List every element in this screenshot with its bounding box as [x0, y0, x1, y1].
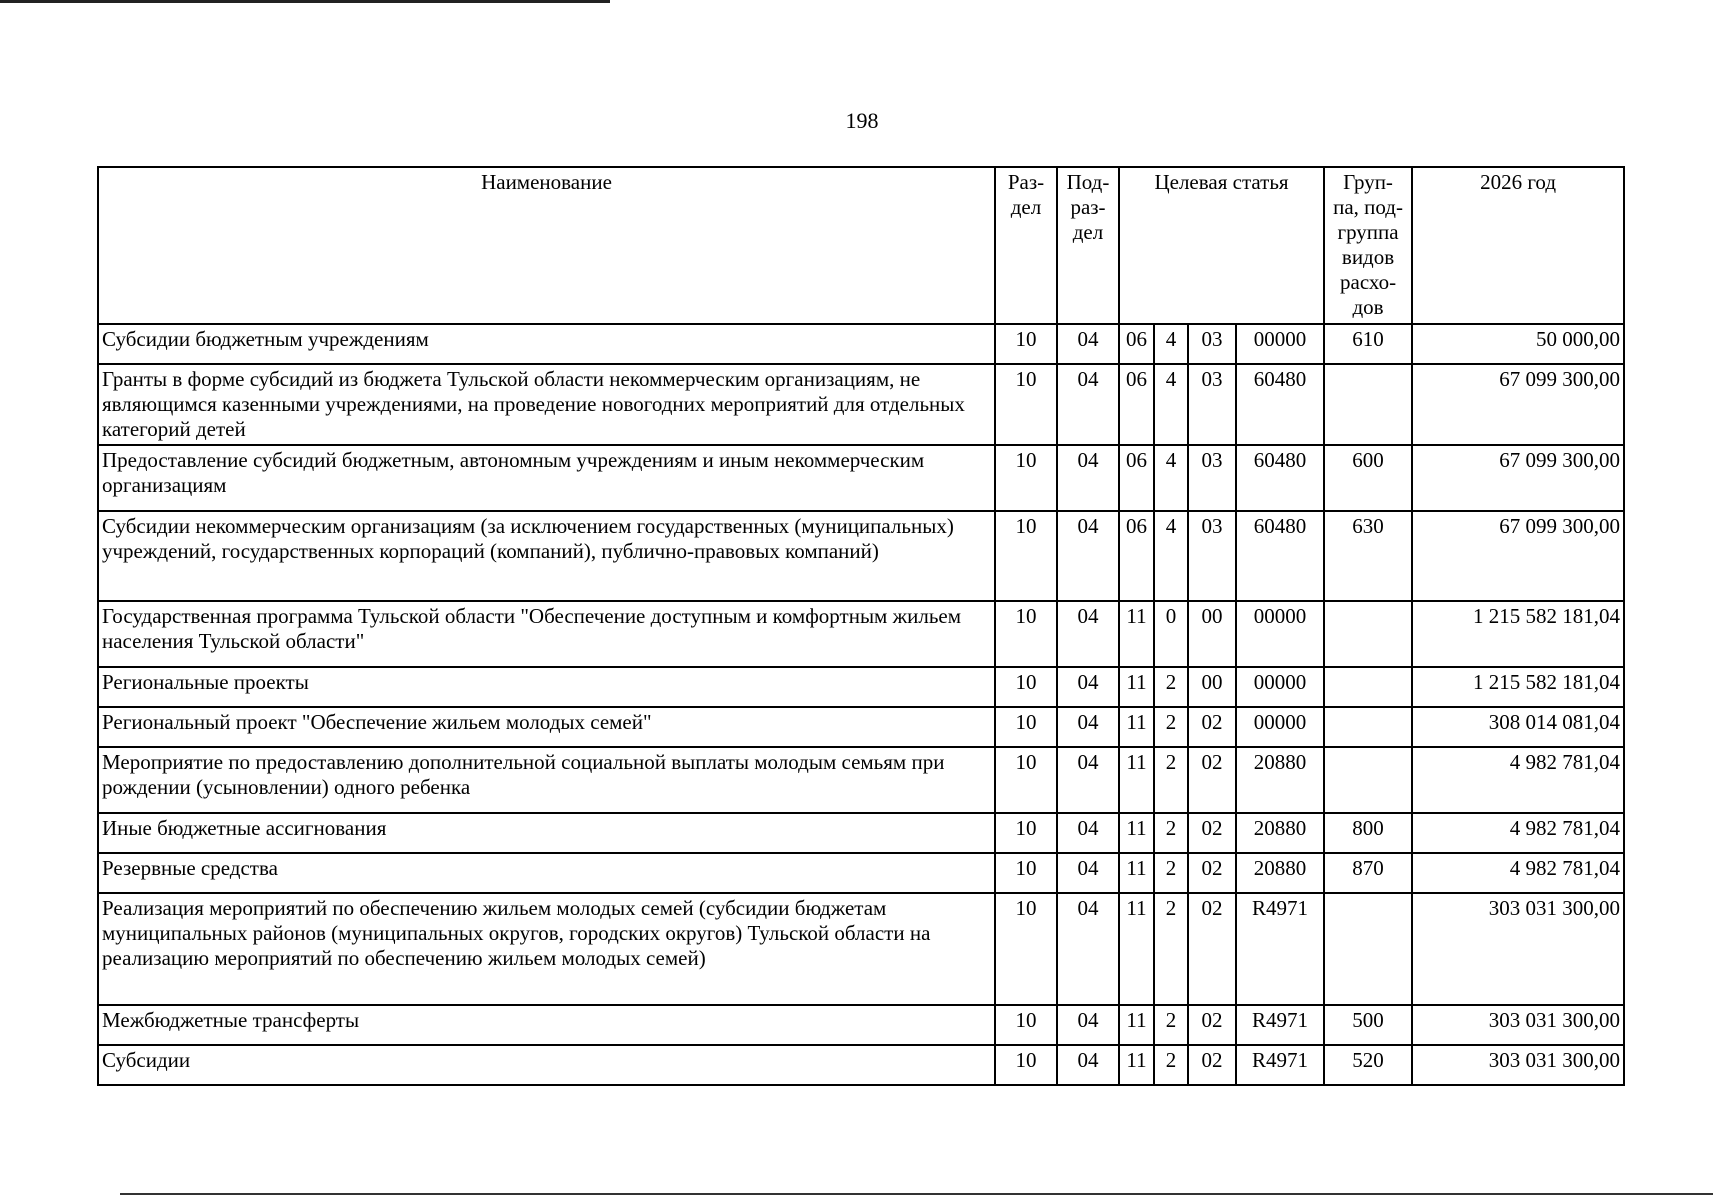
row-amount: 4 982 781,04 [1412, 853, 1624, 893]
row-target-program: 06 [1119, 324, 1154, 364]
row-subsection: 04 [1057, 601, 1119, 667]
row-target-type: 4 [1154, 364, 1188, 445]
row-target-direction: 60480 [1236, 511, 1324, 601]
row-amount: 303 031 300,00 [1412, 893, 1624, 1005]
row-target-subprogram: 03 [1188, 364, 1236, 445]
header-subsection: Под- раз- дел [1057, 167, 1119, 324]
table-row [98, 747, 1624, 813]
row-target-subprogram: 02 [1188, 747, 1236, 813]
table-row [98, 364, 1624, 445]
row-subsection: 04 [1057, 707, 1119, 747]
row-section: 10 [995, 893, 1057, 1005]
row-target-program: 06 [1119, 445, 1154, 511]
row-target-program: 11 [1119, 707, 1154, 747]
row-amount: 303 031 300,00 [1412, 1045, 1624, 1085]
row-section: 10 [995, 707, 1057, 747]
row-amount: 50 000,00 [1412, 324, 1624, 364]
table-row [98, 324, 1624, 364]
row-name: Субсидии некоммерческим организациям (за исключением государственных (муниципальных) учреждений, государственных корпораций (компаний), публично-правовых компаний) [98, 511, 995, 601]
row-amount: 1 215 582 181,04 [1412, 667, 1624, 707]
row-target-program: 11 [1119, 1005, 1154, 1045]
row-name: Резервные средства [98, 853, 995, 893]
row-subsection: 04 [1057, 813, 1119, 853]
row-section: 10 [995, 1045, 1057, 1085]
row-expense-group: 500 [1324, 1005, 1412, 1045]
row-target-subprogram: 02 [1188, 893, 1236, 1005]
row-name: Предоставление субсидий бюджетным, автономным учреждениям и иным некоммерческим организациям [98, 445, 995, 511]
row-target-subprogram: 02 [1188, 813, 1236, 853]
row-target-direction: 60480 [1236, 445, 1324, 511]
row-target-subprogram: 02 [1188, 1005, 1236, 1045]
scan-edge-top [0, 0, 610, 3]
row-target-subprogram: 03 [1188, 511, 1236, 601]
row-target-program: 06 [1119, 511, 1154, 601]
row-target-direction: 20880 [1236, 747, 1324, 813]
row-amount: 1 215 582 181,04 [1412, 601, 1624, 667]
row-target-type: 2 [1154, 1005, 1188, 1045]
row-target-direction: R4971 [1236, 893, 1324, 1005]
header-year: 2026 год [1412, 167, 1624, 324]
row-section: 10 [995, 853, 1057, 893]
row-amount: 67 099 300,00 [1412, 511, 1624, 601]
table-row [98, 667, 1624, 707]
row-target-type: 2 [1154, 667, 1188, 707]
table-row [98, 445, 1624, 511]
row-amount: 308 014 081,04 [1412, 707, 1624, 747]
row-target-direction: 20880 [1236, 813, 1324, 853]
row-section: 10 [995, 364, 1057, 445]
table-row [98, 601, 1624, 667]
row-subsection: 04 [1057, 364, 1119, 445]
row-subsection: 04 [1057, 747, 1119, 813]
page-number: 198 [845, 108, 879, 133]
row-expense-group: 600 [1324, 445, 1412, 511]
header-expense-group: Груп- па, под- группа видов расхо- дов [1324, 167, 1412, 324]
row-target-type: 4 [1154, 445, 1188, 511]
row-name: Мероприятие по предоставлению дополнительной социальной выплаты молодым семьям при рождении (усыновлении) одного ребенка [98, 747, 995, 813]
row-target-type: 0 [1154, 601, 1188, 667]
row-expense-group [1324, 707, 1412, 747]
row-target-type: 2 [1154, 853, 1188, 893]
row-target-type: 2 [1154, 1045, 1188, 1085]
table-header-row [98, 167, 1624, 324]
row-name: Гранты в форме субсидий из бюджета Тульской области некоммерческим организациям, не являющимся казенными учреждениями, на проведение новогодних мероприятий для отдельных категорий детей [98, 364, 995, 445]
table-row [98, 893, 1624, 1005]
row-target-direction: 00000 [1236, 667, 1324, 707]
row-name: Межбюджетные трансферты [98, 1005, 995, 1045]
row-target-program: 06 [1119, 364, 1154, 445]
row-target-direction: 20880 [1236, 853, 1324, 893]
row-target-subprogram: 00 [1188, 667, 1236, 707]
row-target-type: 2 [1154, 747, 1188, 813]
row-subsection: 04 [1057, 893, 1119, 1005]
row-section: 10 [995, 601, 1057, 667]
row-section: 10 [995, 445, 1057, 511]
row-target-program: 11 [1119, 747, 1154, 813]
row-target-type: 2 [1154, 893, 1188, 1005]
row-target-subprogram: 03 [1188, 324, 1236, 364]
row-name: Региональный проект "Обеспечение жильем молодых семей" [98, 707, 995, 747]
row-subsection: 04 [1057, 511, 1119, 601]
table-row [98, 511, 1624, 601]
row-target-direction: 00000 [1236, 324, 1324, 364]
row-name: Региональные проекты [98, 667, 995, 707]
row-target-type: 2 [1154, 813, 1188, 853]
row-target-subprogram: 02 [1188, 707, 1236, 747]
row-subsection: 04 [1057, 445, 1119, 511]
row-target-direction: R4971 [1236, 1045, 1324, 1085]
row-target-type: 4 [1154, 324, 1188, 364]
row-subsection: 04 [1057, 1005, 1119, 1045]
header-section: Раз- дел [995, 167, 1057, 324]
row-subsection: 04 [1057, 853, 1119, 893]
row-target-program: 11 [1119, 813, 1154, 853]
row-target-direction: 60480 [1236, 364, 1324, 445]
row-target-direction: 00000 [1236, 601, 1324, 667]
row-target-subprogram: 02 [1188, 853, 1236, 893]
row-subsection: 04 [1057, 667, 1119, 707]
row-expense-group [1324, 667, 1412, 707]
row-amount: 303 031 300,00 [1412, 1005, 1624, 1045]
row-expense-group [1324, 893, 1412, 1005]
row-name: Субсидии бюджетным учреждениям [98, 324, 995, 364]
row-expense-group [1324, 747, 1412, 813]
scan-edge-bottom [120, 1193, 1713, 1195]
row-expense-group: 610 [1324, 324, 1412, 364]
header-target-article: Целевая статья [1119, 167, 1324, 324]
row-expense-group [1324, 601, 1412, 667]
row-target-subprogram: 02 [1188, 1045, 1236, 1085]
row-section: 10 [995, 1005, 1057, 1045]
row-amount: 67 099 300,00 [1412, 445, 1624, 511]
row-section: 10 [995, 667, 1057, 707]
row-expense-group: 870 [1324, 853, 1412, 893]
row-target-program: 11 [1119, 853, 1154, 893]
table-row [98, 1005, 1624, 1045]
row-target-program: 11 [1119, 601, 1154, 667]
row-section: 10 [995, 747, 1057, 813]
row-target-subprogram: 03 [1188, 445, 1236, 511]
row-subsection: 04 [1057, 1045, 1119, 1085]
row-amount: 67 099 300,00 [1412, 364, 1624, 445]
table-row [98, 1045, 1624, 1085]
row-amount: 4 982 781,04 [1412, 813, 1624, 853]
budget-table [97, 166, 1625, 1086]
row-expense-group: 800 [1324, 813, 1412, 853]
row-target-program: 11 [1119, 1045, 1154, 1085]
row-target-program: 11 [1119, 667, 1154, 707]
row-amount: 4 982 781,04 [1412, 747, 1624, 813]
row-section: 10 [995, 813, 1057, 853]
row-expense-group: 630 [1324, 511, 1412, 601]
row-expense-group: 520 [1324, 1045, 1412, 1085]
table-row [98, 853, 1624, 893]
row-name: Государственная программа Тульской области "Обеспечение доступным и комфортным жильем населения Тульской области" [98, 601, 995, 667]
row-name: Субсидии [98, 1045, 995, 1085]
row-section: 10 [995, 511, 1057, 601]
row-section: 10 [995, 324, 1057, 364]
table-row [98, 813, 1624, 853]
row-subsection: 04 [1057, 324, 1119, 364]
row-target-type: 4 [1154, 511, 1188, 601]
row-target-direction: 00000 [1236, 707, 1324, 747]
row-target-subprogram: 00 [1188, 601, 1236, 667]
header-name: Наименование [98, 167, 995, 324]
row-target-type: 2 [1154, 707, 1188, 747]
table-row [98, 707, 1624, 747]
row-expense-group [1324, 364, 1412, 445]
row-name: Иные бюджетные ассигнования [98, 813, 995, 853]
row-target-direction: R4971 [1236, 1005, 1324, 1045]
table-body [98, 324, 1624, 1085]
row-target-program: 11 [1119, 893, 1154, 1005]
row-name: Реализация мероприятий по обеспечению жильем молодых семей (субсидии бюджетам муниципальных районов (муниципальных округов, городских округов) Тульской области на реализацию мероприятий по обеспечению жильем молодых семей) [98, 893, 995, 1005]
